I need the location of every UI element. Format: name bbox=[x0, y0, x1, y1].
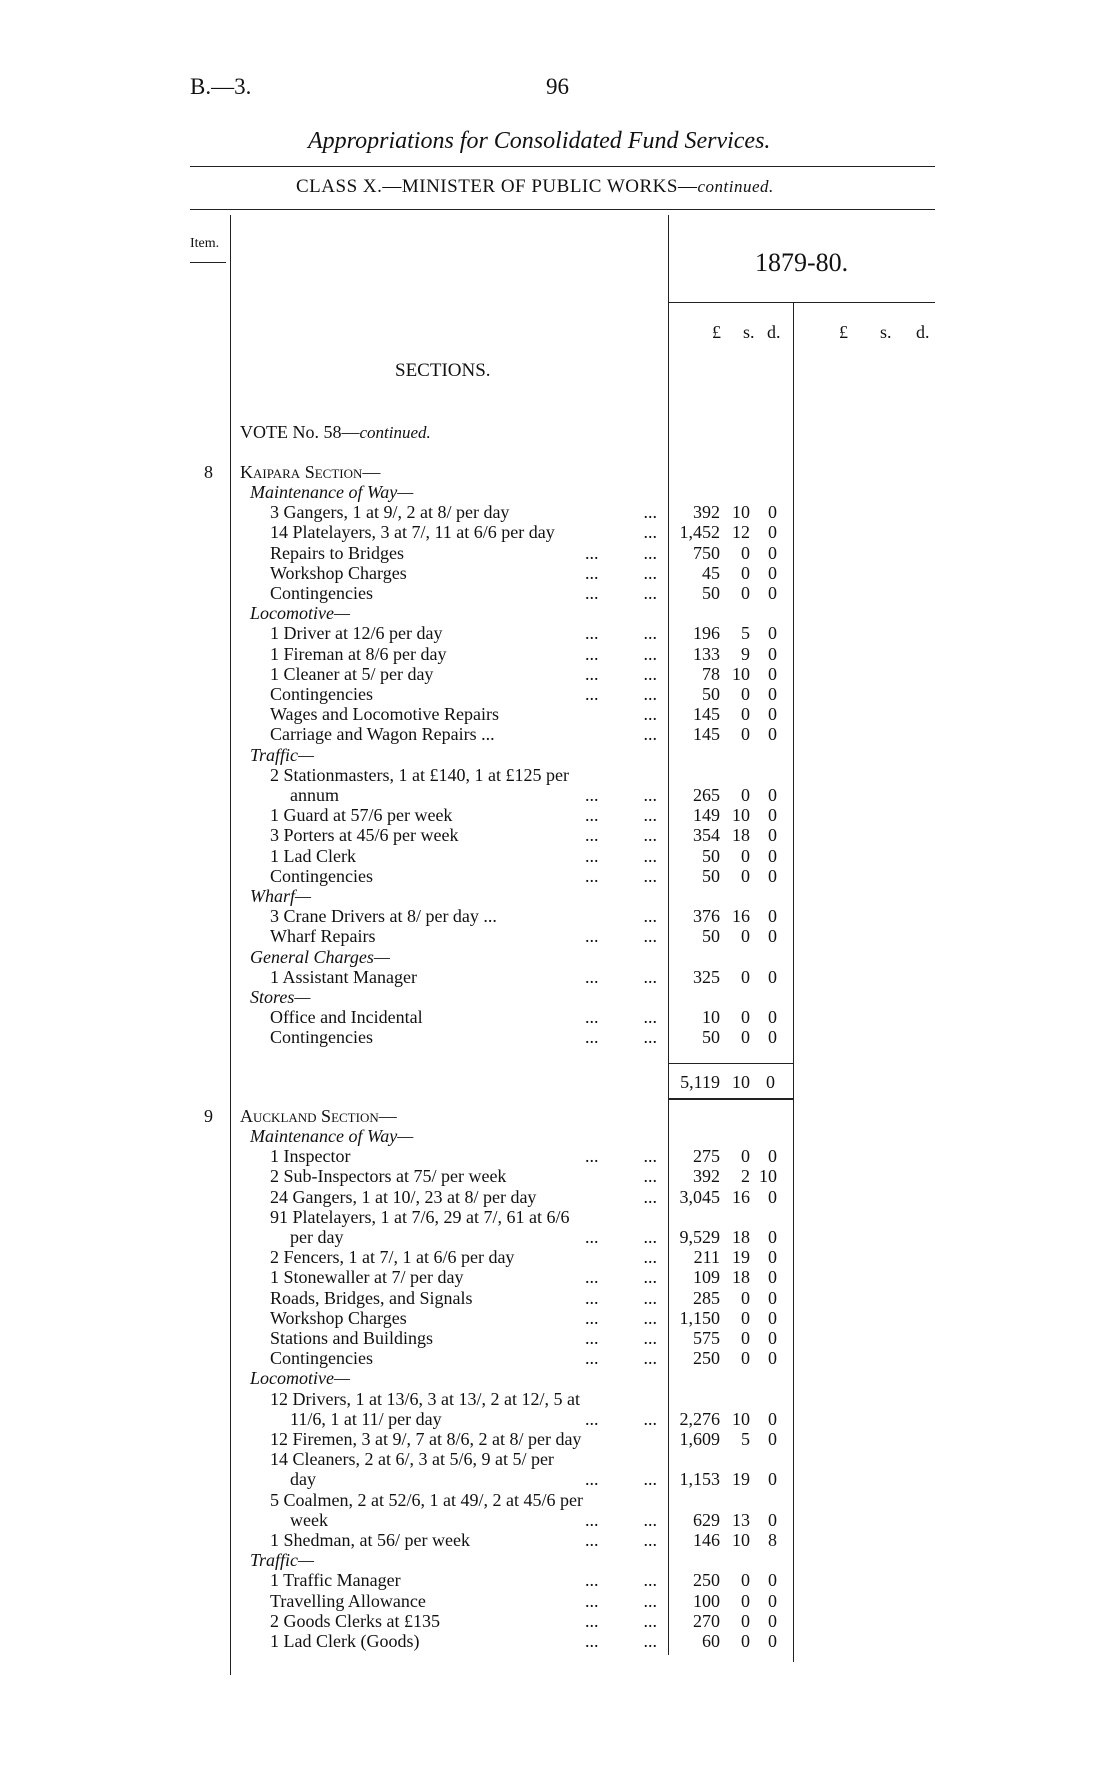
document-code: B.—3. bbox=[190, 74, 252, 99]
subsection-label: Maintenance of Way— bbox=[250, 482, 414, 502]
line-item bbox=[0, 1187, 800, 1207]
line-label: 1 Lad Clerk bbox=[270, 845, 356, 866]
amount-pence: 0 bbox=[768, 623, 777, 644]
amount-pounds: 2,276 bbox=[679, 1408, 720, 1429]
line-label: Contingencies bbox=[270, 1027, 373, 1048]
line-item bbox=[0, 805, 800, 825]
line-item bbox=[0, 623, 800, 643]
amount-pence: 0 bbox=[768, 906, 777, 927]
line-label: Workshop Charges bbox=[270, 562, 407, 583]
line-item bbox=[0, 1007, 800, 1027]
line-item bbox=[0, 926, 800, 946]
line-label: 2 Fencers, 1 at 7/, 1 at 6/6 per day bbox=[270, 1247, 515, 1268]
subsection-heading bbox=[0, 603, 800, 623]
leader-dots: ... bbox=[643, 502, 657, 523]
amount-shillings: 0 bbox=[741, 865, 750, 886]
amount-pounds: 100 bbox=[693, 1590, 720, 1611]
amount-pounds: 392 bbox=[693, 1166, 720, 1187]
line-label: 1 Lad Clerk (Goods) bbox=[270, 1631, 420, 1651]
leader-dots: ... ... bbox=[585, 663, 657, 684]
amount-shillings: 5 bbox=[741, 623, 750, 644]
leader-dots: ... bbox=[643, 522, 657, 543]
line-item bbox=[0, 1389, 800, 1409]
line-item bbox=[0, 1288, 800, 1308]
class-heading bbox=[296, 176, 774, 198]
amount-pounds: 1,609 bbox=[679, 1429, 720, 1449]
line-item bbox=[0, 846, 800, 866]
leader-dots: ... ... bbox=[585, 1307, 657, 1328]
line-item bbox=[0, 785, 800, 805]
year-rule bbox=[668, 302, 935, 303]
line-label: 1 Driver at 12/6 per day bbox=[270, 623, 443, 644]
leader-dots: ... ... bbox=[585, 1590, 657, 1611]
line-label: 1 Cleaner at 5/ per day bbox=[270, 663, 434, 684]
amount-pence: 0 bbox=[768, 1570, 777, 1591]
amount-pounds: 50 bbox=[702, 845, 720, 866]
line-item bbox=[0, 583, 800, 603]
item-header-rule bbox=[190, 262, 226, 263]
leader-dots: ... ... bbox=[585, 1007, 657, 1028]
leader-dots: ... ... bbox=[585, 1287, 657, 1308]
pence-header: d. bbox=[767, 322, 781, 342]
leader-dots: ... ... bbox=[585, 1146, 657, 1167]
line-label: 1 Shedman, at 56/ per week bbox=[270, 1530, 470, 1550]
amount-pence: 0 bbox=[768, 1307, 777, 1328]
line-label: 14 Cleaners, 2 at 6/, 3 at 5/6, 9 at 5/ per bbox=[270, 1449, 554, 1470]
line-label: Roads, Bridges, and Signals bbox=[270, 1287, 473, 1308]
amount-pence: 0 bbox=[768, 1469, 777, 1490]
amount-pence: 0 bbox=[768, 1631, 777, 1651]
subsection-label: Locomotive— bbox=[250, 1368, 350, 1389]
line-item bbox=[0, 1328, 800, 1348]
line-label: 1 Stonewaller at 7/ per day bbox=[270, 1267, 464, 1288]
line-label: 1 Fireman at 8/6 per day bbox=[270, 643, 447, 664]
line-label: 1 Assistant Manager bbox=[270, 966, 417, 987]
amount-shillings: 10 bbox=[732, 502, 750, 523]
line-label: Wharf Repairs bbox=[270, 926, 376, 947]
line-item bbox=[0, 906, 800, 926]
leader-dots: ... bbox=[643, 724, 657, 745]
amount-pence: 0 bbox=[768, 522, 777, 543]
line-label: 5 Coalmen, 2 at 52/6, 1 at 49/, 2 at 45/6 per bbox=[270, 1489, 583, 1510]
line-item bbox=[0, 1469, 800, 1489]
shilling-header: s. bbox=[743, 322, 755, 342]
amount-pence: 0 bbox=[768, 1267, 777, 1288]
leader-dots: ... ... bbox=[585, 1027, 657, 1048]
line-item bbox=[0, 704, 800, 724]
line-label: Contingencies bbox=[270, 865, 373, 886]
line-label: day bbox=[290, 1469, 316, 1490]
line-item bbox=[0, 1409, 800, 1429]
amount-pounds: 1,150 bbox=[679, 1307, 720, 1328]
line-item bbox=[0, 1227, 800, 1247]
line-item bbox=[0, 522, 800, 542]
section-heading: Auckland Section— bbox=[240, 1106, 397, 1126]
line-item bbox=[0, 1247, 800, 1267]
amount-pounds: 78 bbox=[702, 663, 720, 684]
amount-shillings: 0 bbox=[741, 1570, 750, 1591]
amount-pence: 0 bbox=[768, 663, 777, 684]
item-number: 9 bbox=[204, 1106, 213, 1126]
item-number: 8 bbox=[204, 462, 213, 482]
leader-dots: ... ... bbox=[585, 825, 657, 846]
amount-pence: 0 bbox=[768, 1146, 777, 1167]
amount-shillings: 10 bbox=[732, 663, 750, 684]
amount-pence: 0 bbox=[768, 684, 777, 704]
vote-cont: continued. bbox=[359, 423, 431, 442]
line-label: 12 Drivers, 1 at 13/6, 3 at 13/, 2 at 12/, 5 at bbox=[270, 1388, 580, 1409]
amount-pounds: 275 bbox=[693, 1146, 720, 1167]
leader-dots: ... bbox=[643, 1166, 657, 1187]
amount-shillings: 0 bbox=[741, 1590, 750, 1611]
line-item bbox=[0, 1146, 800, 1166]
amount-pounds: 325 bbox=[693, 966, 720, 987]
subsection-heading bbox=[0, 1126, 800, 1146]
year-header: 1879-80. bbox=[755, 248, 849, 277]
line-item bbox=[0, 1027, 800, 1047]
class-rule bbox=[190, 209, 935, 210]
total-shillings: 10 bbox=[732, 1072, 750, 1092]
line-label: per day bbox=[290, 1227, 344, 1247]
total-pounds: 5,119 bbox=[680, 1072, 720, 1092]
amount-shillings: 0 bbox=[741, 542, 750, 563]
leader-dots: ... ... bbox=[585, 1509, 657, 1530]
subsection-heading bbox=[0, 745, 800, 765]
amount-pounds: 146 bbox=[693, 1530, 720, 1550]
amount-pounds: 250 bbox=[693, 1570, 720, 1591]
amount-shillings: 12 bbox=[732, 522, 750, 543]
line-item bbox=[0, 967, 800, 987]
amount-pounds: 629 bbox=[693, 1509, 720, 1530]
amount-shillings: 19 bbox=[732, 1247, 750, 1268]
subsection-label: Stores— bbox=[250, 987, 311, 1007]
amount-pounds: 149 bbox=[693, 805, 720, 826]
amount-shillings: 0 bbox=[741, 1307, 750, 1328]
line-item bbox=[0, 563, 800, 583]
leader-dots: ... ... bbox=[585, 562, 657, 583]
title-rule bbox=[190, 166, 935, 167]
amount-pence: 0 bbox=[768, 502, 777, 523]
leader-dots: ... bbox=[643, 704, 657, 725]
vote-label: VOTE No. 58— bbox=[240, 422, 360, 442]
line-item bbox=[0, 1570, 800, 1590]
line-label: 14 Platelayers, 3 at 7/, 11 at 6/6 per day bbox=[270, 522, 555, 543]
amount-pence: 0 bbox=[768, 1027, 777, 1048]
amount-pence: 0 bbox=[768, 825, 777, 846]
line-label: 11/6, 1 at 11/ per day bbox=[290, 1408, 442, 1429]
amount-shillings: 0 bbox=[741, 1610, 750, 1631]
leader-dots: ... ... bbox=[585, 1348, 657, 1369]
line-label: 24 Gangers, 1 at 10/, 23 at 8/ per day bbox=[270, 1186, 537, 1207]
amount-shillings: 0 bbox=[741, 926, 750, 947]
amount-pounds: 392 bbox=[693, 502, 720, 523]
amount-pence: 0 bbox=[768, 1328, 777, 1348]
amount-pence: 0 bbox=[768, 1247, 777, 1268]
line-label: 1 Traffic Manager bbox=[270, 1570, 401, 1591]
subsection-heading bbox=[0, 482, 800, 502]
total-rule-bottom bbox=[668, 1098, 793, 1100]
line-item bbox=[0, 644, 800, 664]
leader-dots: ... ... bbox=[585, 1631, 657, 1651]
amount-pounds: 145 bbox=[693, 724, 720, 745]
amount-shillings: 10 bbox=[732, 1530, 750, 1550]
amount-pounds: 196 bbox=[693, 623, 720, 644]
line-item bbox=[0, 1348, 800, 1368]
amount-pence: 0 bbox=[768, 845, 777, 866]
amount-shillings: 16 bbox=[732, 1186, 750, 1207]
amount-pence: 0 bbox=[768, 1287, 777, 1308]
leader-dots: ... bbox=[643, 1186, 657, 1207]
amount-shillings: 0 bbox=[741, 1007, 750, 1028]
subsection-heading bbox=[0, 1368, 800, 1388]
amount-pence: 0 bbox=[768, 643, 777, 664]
line-label: Workshop Charges bbox=[270, 1307, 407, 1328]
line-label: Travelling Allowance bbox=[270, 1590, 426, 1611]
amount-pence: 0 bbox=[768, 865, 777, 886]
amount-pence: 0 bbox=[768, 562, 777, 583]
line-label: Contingencies bbox=[270, 1348, 373, 1369]
leader-dots: ... ... bbox=[585, 542, 657, 563]
amount-pounds: 376 bbox=[693, 906, 720, 927]
leader-dots: ... bbox=[643, 1247, 657, 1268]
leader-dots: ... ... bbox=[585, 684, 657, 704]
line-item bbox=[0, 1308, 800, 1328]
amount-pence: 0 bbox=[768, 704, 777, 725]
amount-pounds: 109 bbox=[693, 1267, 720, 1288]
line-item bbox=[0, 866, 800, 886]
subsection-heading bbox=[0, 947, 800, 967]
amount-shillings: 16 bbox=[732, 906, 750, 927]
amount-pounds: 50 bbox=[702, 926, 720, 947]
line-item bbox=[0, 1449, 800, 1469]
amount-pounds: 145 bbox=[693, 704, 720, 725]
amount-pounds: 50 bbox=[702, 1027, 720, 1048]
amount-pounds: 250 bbox=[693, 1348, 720, 1369]
amount-pounds: 9,529 bbox=[679, 1227, 720, 1247]
leader-dots: ... ... bbox=[585, 1530, 657, 1550]
amount-pence: 0 bbox=[768, 966, 777, 987]
amount-pounds: 1,452 bbox=[679, 522, 720, 543]
amount-pence: 0 bbox=[768, 1348, 777, 1369]
leader-dots: ... bbox=[643, 906, 657, 927]
amount-pence: 0 bbox=[768, 785, 777, 805]
amount-pounds: 50 bbox=[702, 583, 720, 603]
amount-pounds: 3,045 bbox=[679, 1186, 720, 1207]
line-item bbox=[0, 1591, 800, 1611]
line-item bbox=[0, 1207, 800, 1227]
class-heading-text: CLASS X.—MINISTER OF PUBLIC WORKS— bbox=[296, 176, 698, 197]
amount-pounds: 354 bbox=[693, 825, 720, 846]
shilling-header-2: s. bbox=[880, 322, 892, 342]
amount-shillings: 10 bbox=[732, 1408, 750, 1429]
amount-shillings: 0 bbox=[741, 1328, 750, 1348]
line-label: 3 Gangers, 1 at 9/, 2 at 8/ per day bbox=[270, 502, 510, 523]
amount-pence: 0 bbox=[768, 926, 777, 947]
amount-shillings: 18 bbox=[732, 1267, 750, 1288]
line-label: Repairs to Bridges bbox=[270, 542, 404, 563]
line-label: Wages and Locomotive Repairs bbox=[270, 704, 499, 725]
amount-shillings: 0 bbox=[741, 1631, 750, 1651]
subsection-heading bbox=[0, 1550, 800, 1570]
leader-dots: ... ... bbox=[585, 805, 657, 826]
line-item bbox=[0, 684, 800, 704]
leader-dots: ... ... bbox=[585, 1610, 657, 1631]
line-label: 1 Inspector bbox=[270, 1146, 351, 1167]
leader-dots: ... ... bbox=[585, 1328, 657, 1348]
amount-pounds: 750 bbox=[693, 542, 720, 563]
item-column-header: Item. bbox=[190, 236, 220, 251]
leader-dots: ... ... bbox=[585, 623, 657, 644]
amount-shillings: 0 bbox=[741, 724, 750, 745]
sections-header: SECTIONS. bbox=[395, 360, 491, 381]
subsection-label: Traffic— bbox=[250, 1550, 315, 1571]
amount-pence: 0 bbox=[768, 542, 777, 563]
amount-shillings: 0 bbox=[741, 1348, 750, 1369]
amount-pounds: 265 bbox=[693, 785, 720, 805]
amount-shillings: 2 bbox=[741, 1166, 750, 1187]
amount-pence: 0 bbox=[768, 1429, 777, 1449]
leader-dots: ... ... bbox=[585, 926, 657, 947]
line-item bbox=[0, 1429, 800, 1449]
class-heading-cont: continued. bbox=[697, 177, 774, 196]
pence-header-2: d. bbox=[916, 322, 930, 342]
leader-dots: ... ... bbox=[585, 1267, 657, 1288]
amount-pence: 0 bbox=[768, 1509, 777, 1530]
leader-dots: ... ... bbox=[585, 785, 657, 805]
subsection-heading bbox=[0, 886, 800, 906]
amount-shillings: 0 bbox=[741, 1146, 750, 1167]
leader-dots: ... ... bbox=[585, 583, 657, 603]
line-item bbox=[0, 1631, 800, 1651]
amount-pounds: 50 bbox=[702, 865, 720, 886]
subsection-label: Traffic— bbox=[250, 744, 315, 765]
line-item bbox=[0, 1267, 800, 1287]
amount-pence: 0 bbox=[768, 724, 777, 745]
total-pence: 0 bbox=[766, 1072, 775, 1092]
line-item bbox=[0, 664, 800, 684]
line-label: annum bbox=[290, 785, 339, 805]
page-title: Appropriations for Consolidated Fund Services. bbox=[308, 128, 771, 154]
leader-dots: ... ... bbox=[585, 1570, 657, 1591]
subsection-label: General Charges— bbox=[250, 946, 390, 967]
amount-pence: 0 bbox=[768, 1186, 777, 1207]
amount-pounds: 45 bbox=[702, 562, 720, 583]
section-heading: Kaipara Section— bbox=[240, 462, 381, 482]
amount-pence: 10 bbox=[759, 1166, 777, 1187]
line-item bbox=[0, 765, 800, 785]
amount-pence: 0 bbox=[768, 1227, 777, 1247]
line-label: Stations and Buildings bbox=[270, 1328, 434, 1348]
total-rule-top bbox=[668, 1063, 793, 1064]
amount-shillings: 18 bbox=[732, 825, 750, 846]
line-item bbox=[0, 1611, 800, 1631]
amount-shillings: 0 bbox=[741, 1027, 750, 1048]
line-item bbox=[0, 1490, 800, 1510]
amount-shillings: 13 bbox=[732, 1509, 750, 1530]
line-label: 3 Crane Drivers at 8/ per day ... bbox=[270, 906, 497, 927]
amount-pounds: 50 bbox=[702, 684, 720, 704]
page-number: 96 bbox=[546, 74, 569, 99]
amount-pence: 8 bbox=[768, 1530, 777, 1550]
kaipara-total-row bbox=[668, 1072, 793, 1092]
amount-shillings: 9 bbox=[741, 643, 750, 664]
line-label: 1 Guard at 57/6 per week bbox=[270, 805, 453, 826]
line-label: 91 Platelayers, 1 at 7/6, 29 at 7/, 61 at 6/6 bbox=[270, 1206, 570, 1227]
amount-shillings: 0 bbox=[741, 562, 750, 583]
amount-pounds: 60 bbox=[702, 1631, 720, 1651]
amount-shillings: 0 bbox=[741, 966, 750, 987]
leader-dots: ... ... bbox=[585, 1469, 657, 1490]
amount-pounds: 10 bbox=[702, 1007, 720, 1028]
line-label: Office and Incidental bbox=[270, 1007, 423, 1028]
line-item bbox=[0, 543, 800, 563]
amount-pounds: 133 bbox=[693, 643, 720, 664]
amount-shillings: 0 bbox=[741, 684, 750, 704]
amount-pounds: 270 bbox=[693, 1610, 720, 1631]
amount-shillings: 0 bbox=[741, 1287, 750, 1308]
subsection-heading bbox=[0, 987, 800, 1007]
amount-shillings: 18 bbox=[732, 1227, 750, 1247]
line-label: Carriage and Wagon Repairs ... bbox=[270, 724, 495, 745]
amount-pence: 0 bbox=[768, 1610, 777, 1631]
amount-shillings: 5 bbox=[741, 1429, 750, 1449]
subsection-label: Maintenance of Way— bbox=[250, 1126, 414, 1146]
line-item bbox=[0, 1166, 800, 1186]
pound-header: £ bbox=[712, 322, 721, 342]
amount-pence: 0 bbox=[768, 1590, 777, 1611]
line-label: 2 Sub-Inspectors at 75/ per week bbox=[270, 1166, 507, 1187]
amount-shillings: 0 bbox=[741, 785, 750, 805]
amount-pence: 0 bbox=[768, 1408, 777, 1429]
leader-dots: ... ... bbox=[585, 865, 657, 886]
leader-dots: ... ... bbox=[585, 1227, 657, 1247]
leader-dots: ... ... bbox=[585, 845, 657, 866]
line-label: 12 Firemen, 3 at 9/, 7 at 8/6, 2 at 8/ per day bbox=[270, 1429, 582, 1449]
amount-shillings: 10 bbox=[732, 805, 750, 826]
amount-pounds: 1,153 bbox=[679, 1469, 720, 1490]
line-item bbox=[0, 724, 800, 744]
amount-shillings: 0 bbox=[741, 845, 750, 866]
line-item bbox=[0, 1510, 800, 1530]
subsection-label: Locomotive— bbox=[250, 603, 350, 624]
line-item bbox=[0, 1530, 800, 1550]
line-label: Contingencies bbox=[270, 583, 373, 603]
pound-header-2: £ bbox=[839, 322, 848, 342]
line-label: 2 Stationmasters, 1 at £140, 1 at £125 per bbox=[270, 764, 569, 785]
line-label: 2 Goods Clerks at £135 bbox=[270, 1610, 440, 1631]
amount-pounds: 211 bbox=[693, 1247, 720, 1268]
line-label: Contingencies bbox=[270, 684, 373, 704]
amount-pence: 0 bbox=[768, 805, 777, 826]
amount-shillings: 0 bbox=[741, 704, 750, 725]
subsection-label: Wharf— bbox=[250, 886, 312, 906]
line-item bbox=[0, 825, 800, 845]
amount-pounds: 285 bbox=[693, 1287, 720, 1308]
amount-pounds: 575 bbox=[693, 1328, 720, 1348]
line-label: 3 Porters at 45/6 per week bbox=[270, 825, 459, 846]
amount-pence: 0 bbox=[768, 1007, 777, 1028]
vote-heading bbox=[240, 422, 431, 443]
leader-dots: ... ... bbox=[585, 643, 657, 664]
amount-shillings: 19 bbox=[732, 1469, 750, 1490]
leader-dots: ... ... bbox=[585, 1408, 657, 1429]
line-item bbox=[0, 502, 800, 522]
amount-shillings: 0 bbox=[741, 583, 750, 603]
leader-dots: ... ... bbox=[585, 966, 657, 987]
amount-pence: 0 bbox=[768, 583, 777, 603]
line-label: week bbox=[290, 1509, 328, 1530]
